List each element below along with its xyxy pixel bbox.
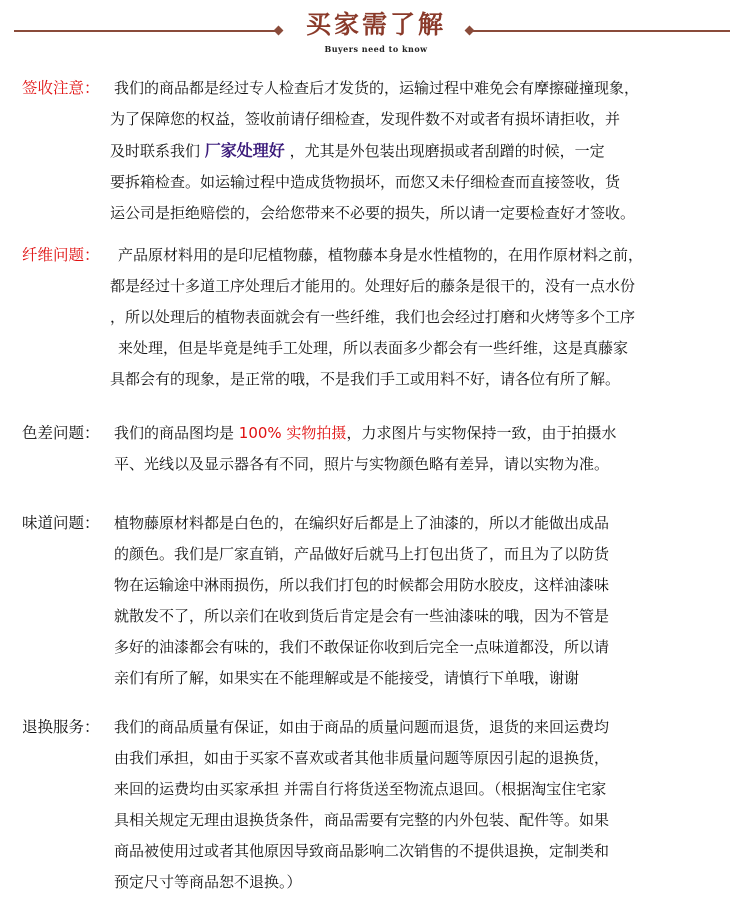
text-fragment: ，力求图片与实物保持一致，由于拍摄水 xyxy=(346,424,617,442)
text-fragment: ，尤其是外包装出现磨损或者刮蹭的时候，一定 xyxy=(284,142,605,160)
section-body xyxy=(114,418,616,480)
section-odor-issue xyxy=(22,508,734,698)
text-line: 预定尺寸等商品恕不退换。） xyxy=(114,873,302,891)
section-signing-notice xyxy=(22,73,734,233)
text-line: 的颜色。我们是厂家直销，产品做好后就马上打包出货了，而且为了以防货 xyxy=(114,545,610,563)
text-line: 具相关规定无理由退换货条件，商品需要有完整的内外包装、配件等。如果 xyxy=(114,811,610,829)
text-line: 就散发不了，所以亲们在收到货后肯定是会有一些油漆味的哦，因为不管是 xyxy=(114,607,610,625)
text-line: 平、光线以及显示器各有不同，照片与实物颜色略有差异，请以实物为准。 xyxy=(114,455,610,473)
text-line xyxy=(114,418,616,449)
text-fragment: 我们的商品图均是 xyxy=(114,424,239,442)
section-body xyxy=(110,240,644,395)
section-body xyxy=(110,73,640,229)
text-line: 为了保障您的权益，签收前请仔细检查，发现件数不对或者有损坏请拒收，并 xyxy=(110,110,621,128)
text-line: 来处理，但是毕竟是纯手工处理，所以表面多少都会有一些纤维，这是真藤家 xyxy=(118,339,629,357)
section-label: 味道问题： xyxy=(22,514,100,532)
text-line: 多好的油漆都会有味的，我们不敢保证你收到后完全一点味道都没，所以请 xyxy=(114,638,610,656)
text-line: 物在运输途中淋雨损伤，所以我们打包的时候都会用防水胶皮，这样油漆味 xyxy=(114,576,610,594)
section-label: 色差问题： xyxy=(22,424,100,442)
title-block xyxy=(290,8,462,54)
text-line: 亲们有所了解，如果实在不能理解或是不能接受，请慎行下单哦，谢谢 xyxy=(114,669,580,687)
highlight-factory-handles: 厂家处理好 xyxy=(204,141,285,160)
page-header xyxy=(0,0,750,66)
text-line: ，所以处理后的植物表面就会有一些纤维，我们也会经过打磨和火烤等多个工序 xyxy=(110,308,636,326)
text-line: 要拆箱检查。如运输过程中造成货物损坏，而您又未仔细检查而直接签收，货 xyxy=(110,173,621,191)
section-label: 退换服务： xyxy=(22,718,100,736)
page-title: 买家需了解 xyxy=(305,10,446,39)
page-subtitle: Buyers need to know xyxy=(324,44,428,54)
text-line: 我们的商品都是经过专人检查后才发货的，运输过程中难免会有摩擦碰撞现象， xyxy=(114,79,640,97)
highlight-real-photos: 100% 实物拍摄 xyxy=(238,424,347,442)
text-line: 我们的商品质量有保证，如由于商品的质量问题而退货，退货的来回运费均 xyxy=(114,718,610,736)
text-line: 运公司是拒绝赔偿的，会给您带来不必要的损失，所以请一定要检查好才签收。 xyxy=(110,204,636,222)
text-fragment: 及时联系我们 xyxy=(110,142,205,160)
text-line: 都是经过十多道工序处理后才能用的。处理好后的藤条是很干的，没有一点水份 xyxy=(110,277,636,295)
section-label: 签收注意： xyxy=(22,79,100,97)
text-line: 由我们承担，如由于买家不喜欢或者其他非质量问题等原因引起的退换货， xyxy=(114,749,610,767)
text-line: 商品被使用过或者其他原因导致商品影响二次销售的不提供退换，定制类和 xyxy=(114,842,610,860)
section-return-service xyxy=(22,712,734,902)
section-body xyxy=(114,508,609,694)
text-line: 具都会有的现象，是正常的哦，不是我们手工或用料不好，请各位有所了解。 xyxy=(110,370,621,388)
section-label: 纤维问题： xyxy=(22,246,100,264)
text-line: 植物藤原材料都是白色的，在编织好后都是上了油漆的，所以才能做出成品 xyxy=(114,514,610,532)
section-fiber-issue xyxy=(22,240,734,400)
header-ornament-left xyxy=(274,26,284,36)
header-rule-left xyxy=(14,30,278,32)
text-line: 来回的运费均由买家承担 并需自行将货送至物流点退回。（根据淘宝住宅家 xyxy=(114,780,607,798)
text-line: 产品原材料用的是印尼植物藤，植物藤本身是水性植物的，在用作原材料之前， xyxy=(118,246,644,264)
text-line xyxy=(110,135,639,167)
section-body xyxy=(114,712,609,898)
section-color-difference xyxy=(22,418,734,484)
header-rule-right xyxy=(472,30,730,32)
